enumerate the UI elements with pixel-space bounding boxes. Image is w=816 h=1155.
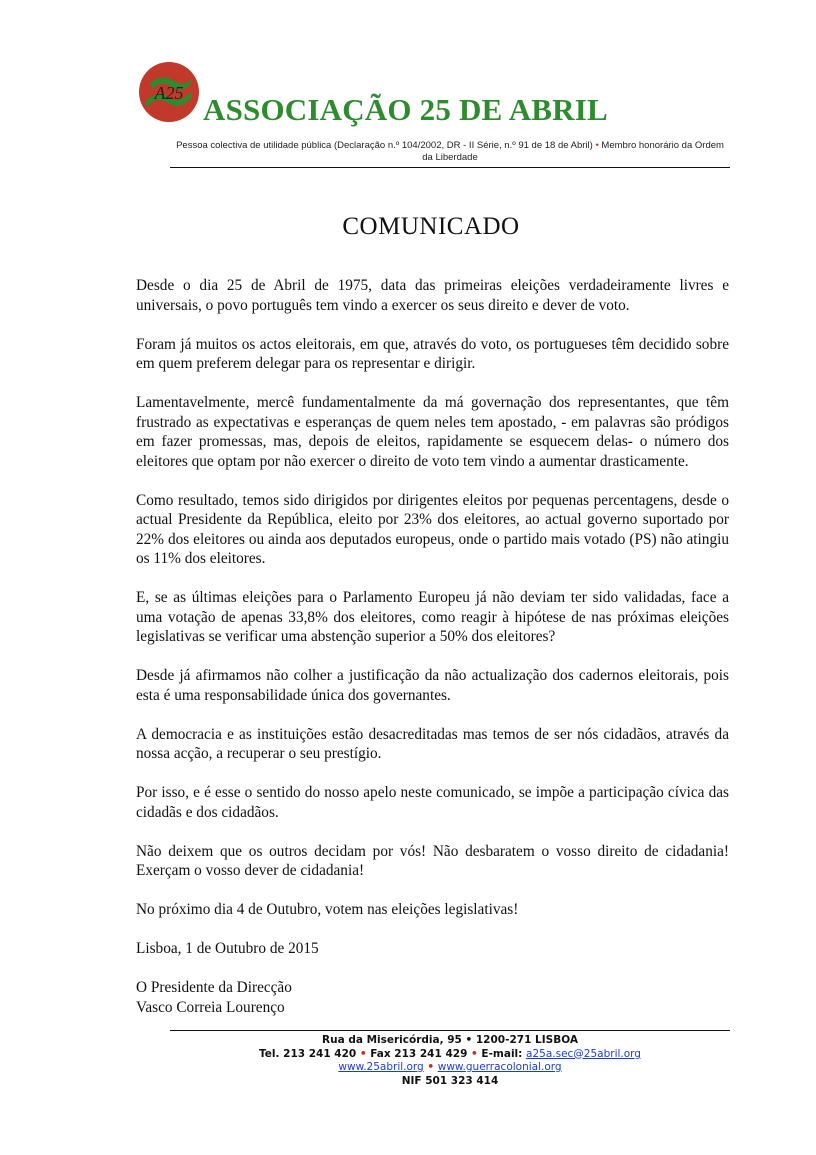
paragraph-1: Desde o dia 25 de Abril de 1975, data das primeiras eleições verdadeiramente livres e universais, o povo português tem vindo a exercer os seus direito e dever de voto. bbox=[136, 277, 729, 314]
footer-email-label: E-mail: bbox=[481, 1047, 523, 1060]
footer-fax: Fax 213 241 429 bbox=[370, 1047, 468, 1060]
footer-bullet-red: • bbox=[359, 1047, 367, 1060]
subtitle-bullet: • bbox=[595, 140, 599, 151]
footer-address-line bbox=[170, 1034, 730, 1048]
paragraph-3: Lamentavelmente, mercê fundamentalmente da má governação dos representantes, que têm frustrado as expectativas e esperanças de quem neles tem apostado, - em palavras são pródigos em fazer promessas, mas, depois de eleitos, rapidamente se esquecem delas- o número dos eleitores que optam por não exercer o direito de voto tem vindo a aumentar drasticamente. bbox=[136, 394, 729, 470]
footer-site-link-2[interactable]: www.guerracolonial.org bbox=[437, 1061, 562, 1073]
paragraph-4: Como resultado, temos sido dirigidos por dirigentes eleitos por pequenas percentagens, desde o actual Presidente da República, eleito por 23% dos eleitores, ao actual governo suportado por 22% dos eleitores ou ainda aos deputados europeus, onde o partido mais votado (PS) não atingiu os 11% dos eleitores. bbox=[136, 491, 729, 567]
paragraph-10: No próximo dia 4 de Outubro, votem nas eleições legislativas! bbox=[136, 901, 519, 918]
header-divider bbox=[170, 167, 730, 168]
document-title: COMUNICADO bbox=[342, 213, 520, 240]
paragraph-6: Desde já afirmamos não colher a justificação da não actualização dos cadernos eleitorais, pois esta é uma responsabilidade única dos governantes. bbox=[136, 667, 729, 704]
footer-bullet: • bbox=[465, 1034, 473, 1046]
paragraph-9: Não deixem que os outros decidam por vós! Não desbaratem o vosso direito de cidadania! Exerçam o vosso dever de cidadania! bbox=[136, 842, 729, 879]
footer-nif: NIF 501 323 414 bbox=[401, 1074, 499, 1087]
signature-role: O Presidente da Direcção bbox=[136, 979, 292, 996]
association-logo bbox=[138, 61, 200, 123]
signature-name: Vasco Correia Lourenço bbox=[136, 998, 285, 1016]
subtitle-legal-status: Pessoa colectiva de utilidade pública (Declaração n.º 104/2002, DR - II Série, n.º 91 de 18 de Abril) bbox=[176, 140, 593, 151]
subtitle-honor: Membro honorário da Ordem da Liberdade bbox=[422, 140, 724, 163]
footer-divider bbox=[170, 1030, 730, 1031]
paragraph-2: Foram já muitos os actos eleitorais, em que, através do voto, os portugueses têm decidido sobre em quem preferem delegar para os representar e dirigir. bbox=[136, 335, 729, 372]
footer-site-link-1[interactable]: www.25abril.org bbox=[338, 1061, 424, 1073]
logo-lettering: A25 bbox=[154, 83, 184, 103]
footer-tel: Tel. 213 241 420 bbox=[259, 1047, 357, 1060]
contact-footer bbox=[170, 1034, 730, 1088]
footer-address: Rua da Misericórdia, 95 bbox=[322, 1034, 462, 1046]
footer-web-line bbox=[170, 1061, 730, 1075]
document-body bbox=[136, 276, 729, 1017]
paragraph-5: E, se as últimas eleições para o Parlamento Europeu já não deviam ter sido validadas, face a uma votação de apenas 33,8% dos eleitores, como reagir à hipótese de nas próximas eleições legislativas se verificar uma abstenção superior a 50% dos eleitores? bbox=[136, 589, 729, 645]
footer-postal: 1200-271 LISBOA bbox=[475, 1034, 578, 1046]
footer-contact-line bbox=[170, 1048, 730, 1062]
organization-name: ASSOCIAÇÃO 25 DE ABRIL bbox=[203, 92, 608, 127]
footer-email-link[interactable]: a25a.sec@25abril.org bbox=[526, 1047, 641, 1060]
place-date: Lisboa, 1 de Outubro de 2015 bbox=[136, 940, 319, 957]
footer-bullet-red: • bbox=[427, 1061, 435, 1073]
organization-subtitle bbox=[170, 140, 730, 164]
paragraph-8: Por isso, e é esse o sentido do nosso apelo neste comunicado, se impõe a participação cívica das cidadãs e dos cidadãos. bbox=[136, 784, 729, 821]
footer-bullet-red: • bbox=[471, 1047, 478, 1060]
paragraph-7: A democracia e as instituições estão desacreditadas mas temos de ser nós cidadãos, através da nossa acção, a recuperar o seu prestígio. bbox=[136, 725, 729, 762]
